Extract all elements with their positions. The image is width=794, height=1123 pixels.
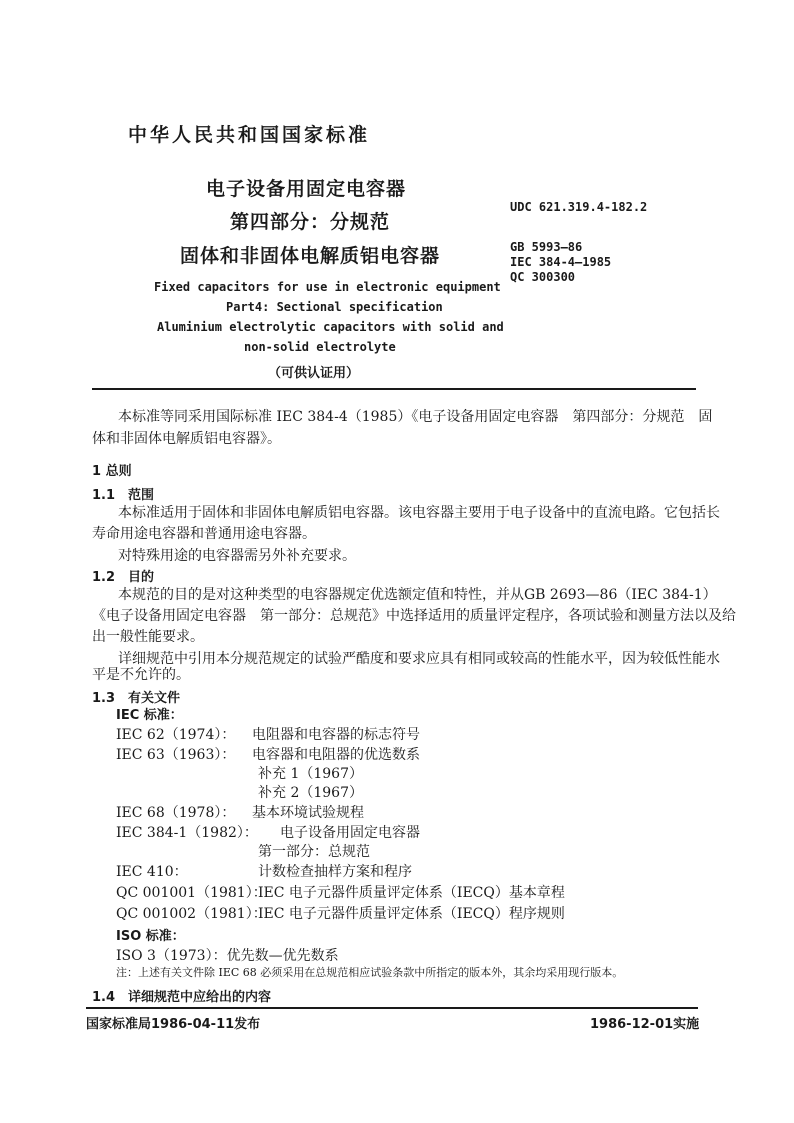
- intro-line1: 本标准等同采用国际标准 IEC 384-4（1985）《电子设备用固定电容器 第四部分：分规范 固: [118, 409, 713, 425]
- section-1-2-p1-line2: 《电子设备用固定电容器 第一部分：总规范》中选择适用的质量评定程序，各项试验和测量方法以及给: [92, 608, 736, 624]
- ref-title: IEC 电子元器件质量评定体系（IECQ）程序规则: [258, 906, 565, 922]
- section-1-2-p1-line1: 本规范的目的是对这种类型的电容器规定优选额定值和特性，并从GB 2693—86（IEC 384-1）: [118, 587, 717, 603]
- title-en-line2: Part4: Sectional specification: [226, 300, 443, 314]
- standard-org-heading: 中华人民共和国国家标准: [128, 124, 371, 146]
- ref-title: 第一部分：总规范: [258, 844, 370, 860]
- section-1-1-heading: 1.1 范围: [92, 488, 155, 503]
- gb-code: GB 5993—86: [510, 240, 583, 254]
- ref-title: 电容器和电阻器的优选数系: [252, 747, 420, 763]
- title-divider: [92, 388, 696, 390]
- ref-code: QC 001002（1981）：: [116, 906, 267, 922]
- ref-title: 电阻器和电容器的标志符号: [252, 727, 420, 743]
- section-1-2-p2-line2: 平是不允许的。: [92, 667, 190, 683]
- ref-title: 电子设备用固定电容器: [280, 825, 420, 841]
- intro-line2: 体和非固体电解质铝电容器》。: [92, 431, 281, 447]
- references-note: 注：上述有关文件除 IEC 68 必须采用在总规范相应试验条款中所指定的版本外，其余均采用现行版本。: [116, 966, 624, 979]
- section-1-4-heading: 1.4 详细规范中应给出的内容: [92, 990, 272, 1005]
- ref-code: IEC 384-1（1982）：: [116, 825, 258, 841]
- ref-title: 计数检查抽样方案和程序: [258, 864, 412, 880]
- ref-title: 补充 1（1967）: [258, 766, 363, 782]
- section-1-heading: 1 总则: [92, 464, 132, 479]
- title-en-line4: non-solid electrolyte: [244, 340, 396, 354]
- qc-code: QC 300300: [510, 270, 576, 284]
- section-1-2-heading: 1.2 目的: [92, 570, 155, 585]
- ref-code: IEC 63（1963）：: [116, 747, 236, 763]
- section-1-1-p1-line1: 本标准适用于固体和非固体电解质铝电容器。该电容器主要用于电子设备中的直流电路。它包括长: [118, 505, 720, 521]
- iso-ref: ISO 3（1973）：优先数—优先数系: [116, 948, 339, 964]
- effective-date: 1986-12-01实施: [590, 1017, 700, 1032]
- section-1-1-p1-line2: 寿命用途电容器和普通用途电容器。: [92, 526, 316, 542]
- ref-code: IEC 410：: [116, 864, 188, 880]
- ref-code: QC 001001（1981）：: [116, 885, 267, 901]
- ref-code: IEC 68（1978）：: [116, 805, 236, 821]
- iec-code: IEC 384-4—1985: [510, 255, 612, 269]
- title-cn-line1: 电子设备用固定电容器: [206, 178, 407, 200]
- section-1-2-p2-line1: 详细规范中引用本分规范规定的试验严酷度和要求应具有相同或较高的性能水平，因为较低性能水: [118, 651, 720, 667]
- iec-standards-label: IEC 标准：: [116, 708, 183, 723]
- title-cn-line2: 第四部分：分规范: [230, 211, 391, 233]
- ref-title: 基本环境试验规程: [252, 805, 364, 821]
- ref-title: IEC 电子元器件质量评定体系（IECQ）基本章程: [258, 885, 565, 901]
- section-1-3-heading: 1.3 有关文件: [92, 691, 181, 706]
- title-en-line3: Aluminium electrolytic capacitors with solid and: [157, 320, 504, 334]
- section-1-2-p1-line3: 出一般性能要求。: [92, 629, 204, 645]
- footer-divider: [86, 1007, 698, 1009]
- title-en-line1: Fixed capacitors for use in electronic equipment: [154, 280, 501, 294]
- ref-code: IEC 62（1974）：: [116, 727, 236, 743]
- section-1-1-p2: 对特殊用途的电容器需另外补充要求。: [118, 548, 356, 564]
- title-cn-line3: 固体和非固体电解质铝电容器: [180, 245, 441, 267]
- certification-note: （可供认证用）: [268, 366, 360, 381]
- ref-title: 补充 2（1967）: [258, 785, 363, 801]
- iso-standards-label: ISO 标准：: [116, 929, 185, 944]
- udc-code: UDC 621.319.4-182.2: [510, 200, 648, 214]
- issue-date: 国家标准局1986-04-11发布: [86, 1017, 261, 1032]
